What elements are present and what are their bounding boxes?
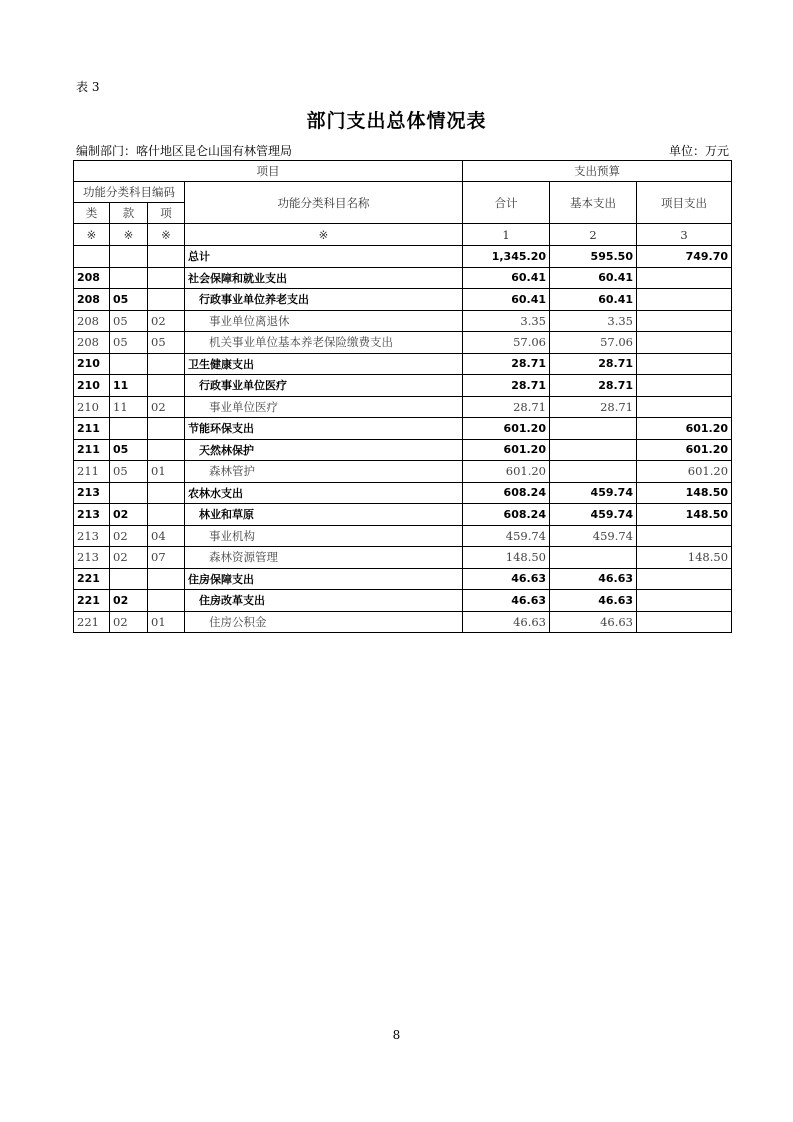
cell-xiang [148,482,185,504]
cell-name: 事业机构 [185,525,463,547]
cell-lei: 211 [74,439,110,461]
header-code-group: 功能分类科目编码 [74,182,185,203]
header-xiang: 项 [148,203,185,224]
cell-project: 601.20 [637,461,732,483]
page-number: 8 [392,1028,401,1042]
table-row [74,310,732,332]
cell-project: 601.20 [637,439,732,461]
table-row [74,439,732,461]
cell-basic: 459.74 [550,504,637,526]
cell-basic [550,418,637,440]
cell-kuan: 02 [110,504,148,526]
cell-basic [550,461,637,483]
cell-name: 住房改革支出 [185,590,463,612]
cell-name: 住房保障支出 [185,568,463,590]
header-kuan: 款 [110,203,148,224]
cell-lei: 210 [74,396,110,418]
cell-total: 46.63 [463,611,550,633]
header-lei: 类 [74,203,110,224]
cell-name: 事业单位医疗 [185,396,463,418]
table-row [74,396,732,418]
cell-lei: 221 [74,568,110,590]
cell-xiang [148,504,185,526]
cell-lei: 208 [74,267,110,289]
header-mark-kuan: ※ [110,224,148,246]
cell-total: 459.74 [463,525,550,547]
cell-xiang: 02 [148,396,185,418]
table-row [74,289,732,311]
table-row [74,418,732,440]
cell-total: 601.20 [463,418,550,440]
cell-basic: 46.63 [550,590,637,612]
cell-lei: 213 [74,482,110,504]
cell-total: 28.71 [463,396,550,418]
unit-label: 单位：万元 [668,144,729,158]
cell-total: 57.06 [463,332,550,354]
cell-lei: 213 [74,525,110,547]
header-n1: 1 [463,224,550,246]
cell-kuan: 11 [110,396,148,418]
cell-xiang [148,289,185,311]
table-row [74,246,732,268]
cell-name: 行政事业单位医疗 [185,375,463,397]
cell-total: 608.24 [463,504,550,526]
cell-total: 601.20 [463,439,550,461]
cell-project [637,568,732,590]
cell-basic: 28.71 [550,396,637,418]
cell-name: 节能环保支出 [185,418,463,440]
table-row [74,353,732,375]
cell-xiang: 02 [148,310,185,332]
cell-project [637,611,732,633]
cell-total: 46.63 [463,568,550,590]
cell-name: 行政事业单位养老支出 [185,289,463,311]
cell-kuan [110,418,148,440]
table-row [74,525,732,547]
header-mark-name: ※ [185,224,463,246]
cell-lei: 211 [74,418,110,440]
cell-kuan: 05 [110,332,148,354]
cell-basic: 595.50 [550,246,637,268]
cell-project [637,310,732,332]
cell-basic: 28.71 [550,353,637,375]
cell-kuan: 05 [110,310,148,332]
header-mark-lei: ※ [74,224,110,246]
cell-kuan: 02 [110,590,148,612]
cell-total: 608.24 [463,482,550,504]
cell-total: 46.63 [463,590,550,612]
cell-total: 3.35 [463,310,550,332]
cell-xiang [148,439,185,461]
cell-xiang [148,590,185,612]
cell-xiang: 05 [148,332,185,354]
table-row [74,547,732,569]
cell-basic: 459.74 [550,482,637,504]
table-row [74,590,732,612]
cell-total: 148.50 [463,547,550,569]
cell-lei: 221 [74,611,110,633]
table-row [74,611,732,633]
cell-project [637,525,732,547]
cell-name: 森林管护 [185,461,463,483]
cell-name: 机关事业单位基本养老保险缴费支出 [185,332,463,354]
cell-basic: 3.35 [550,310,637,332]
cell-name: 总计 [185,246,463,268]
cell-name: 社会保障和就业支出 [185,267,463,289]
cell-total: 60.41 [463,267,550,289]
cell-project [637,590,732,612]
cell-kuan [110,353,148,375]
cell-project: 749.70 [637,246,732,268]
header-basic-col: 基本支出 [550,182,637,224]
table-row [74,332,732,354]
cell-kuan [110,246,148,268]
cell-xiang [148,267,185,289]
cell-name: 住房公积金 [185,611,463,633]
table-row [74,504,732,526]
cell-project: 148.50 [637,482,732,504]
cell-xiang [148,353,185,375]
cell-name: 卫生健康支出 [185,353,463,375]
header-mark-xiang: ※ [148,224,185,246]
cell-project [637,289,732,311]
cell-kuan [110,267,148,289]
cell-lei [74,246,110,268]
cell-xiang: 01 [148,611,185,633]
cell-basic: 459.74 [550,525,637,547]
cell-basic [550,547,637,569]
cell-kuan: 11 [110,375,148,397]
cell-project: 148.50 [637,547,732,569]
expenditure-table [73,160,732,633]
cell-lei: 211 [74,461,110,483]
cell-xiang [148,246,185,268]
cell-kuan: 05 [110,439,148,461]
cell-lei: 213 [74,504,110,526]
cell-project [637,396,732,418]
cell-lei: 210 [74,353,110,375]
cell-basic: 57.06 [550,332,637,354]
table-label: 表 3 [76,80,100,94]
cell-kuan [110,482,148,504]
cell-project [637,353,732,375]
cell-name: 事业单位离退休 [185,310,463,332]
cell-name: 林业和草原 [185,504,463,526]
header-n3: 3 [637,224,732,246]
table-row [74,267,732,289]
cell-kuan: 05 [110,289,148,311]
header-budget: 支出预算 [463,161,732,182]
cell-basic: 60.41 [550,289,637,311]
cell-lei: 208 [74,332,110,354]
cell-kuan: 05 [110,461,148,483]
cell-name: 森林资源管理 [185,547,463,569]
cell-total: 28.71 [463,375,550,397]
cell-basic: 28.71 [550,375,637,397]
cell-xiang [148,375,185,397]
cell-basic: 46.63 [550,611,637,633]
cell-kuan: 02 [110,547,148,569]
cell-project: 148.50 [637,504,732,526]
table-row [74,461,732,483]
table-row [74,375,732,397]
cell-total: 28.71 [463,353,550,375]
cell-kuan [110,568,148,590]
cell-project [637,267,732,289]
cell-kuan: 02 [110,525,148,547]
department-label: 编制部门：喀什地区昆仑山国有林管理局 [76,144,293,158]
page-title: 部门支出总体情况表 [306,110,487,132]
cell-lei: 210 [74,375,110,397]
cell-xiang: 04 [148,525,185,547]
cell-project [637,332,732,354]
cell-total: 601.20 [463,461,550,483]
cell-lei: 208 [74,289,110,311]
cell-name: 农林水支出 [185,482,463,504]
cell-total: 1,345.20 [463,246,550,268]
header-project: 项目 [74,161,463,182]
cell-xiang: 01 [148,461,185,483]
table-row [74,568,732,590]
cell-lei: 208 [74,310,110,332]
cell-basic: 60.41 [550,267,637,289]
cell-xiang [148,568,185,590]
cell-project [637,375,732,397]
cell-lei: 221 [74,590,110,612]
cell-project: 601.20 [637,418,732,440]
cell-lei: 213 [74,547,110,569]
cell-basic [550,439,637,461]
cell-xiang [148,418,185,440]
cell-basic: 46.63 [550,568,637,590]
header-name-col: 功能分类科目名称 [185,182,463,224]
header-n2: 2 [550,224,637,246]
cell-kuan: 02 [110,611,148,633]
cell-xiang: 07 [148,547,185,569]
header-total-col: 合计 [463,182,550,224]
table-row [74,482,732,504]
cell-total: 60.41 [463,289,550,311]
cell-name: 天然林保护 [185,439,463,461]
header-project-col: 项目支出 [637,182,732,224]
